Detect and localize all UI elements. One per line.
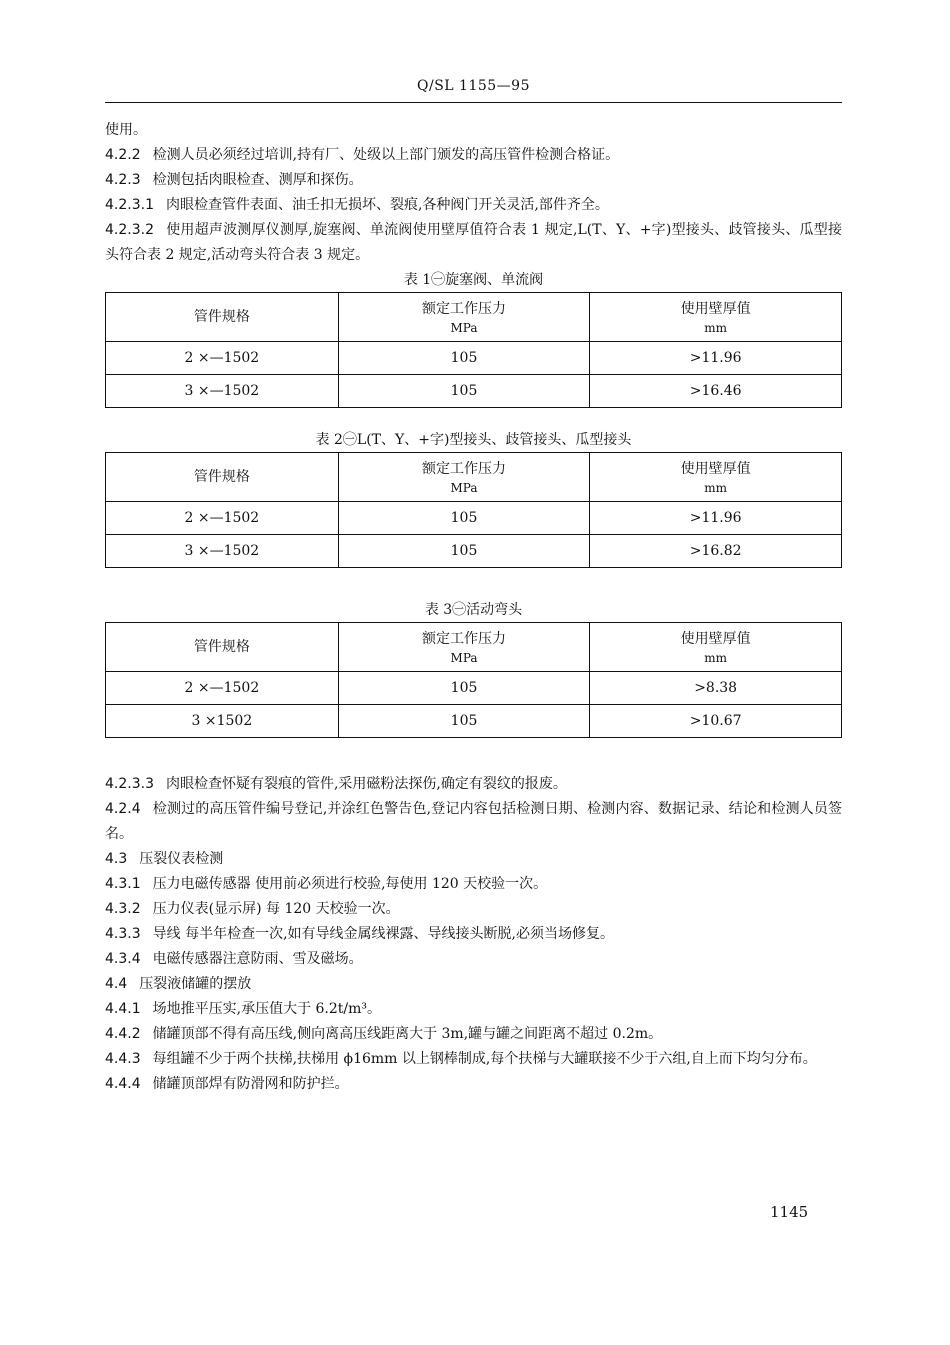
cell-spec: 2 ×—1502 xyxy=(106,342,339,375)
table-row xyxy=(106,342,842,375)
document-code-header: Q/SL 1155—95 xyxy=(417,78,530,94)
header-pressure-label: 额定工作压力 xyxy=(422,631,507,647)
clause-number: 4.2.4 xyxy=(105,801,141,817)
paragraph-text: 压力电磁传感器 使用前必须进行校验,每使用 120 天校验一次。 xyxy=(152,876,548,892)
header-thickness xyxy=(590,293,842,342)
header-spec: 管件规格 xyxy=(106,453,339,502)
cell-pressure: 105 xyxy=(338,672,590,705)
clause-number: 4.2.3.3 xyxy=(105,776,154,792)
cell-thickness: >11.96 xyxy=(590,502,842,535)
clause-number: 4.2.3 xyxy=(105,172,141,188)
cell-thickness: >11.96 xyxy=(590,342,842,375)
header-thickness xyxy=(590,623,842,672)
paragraph-4-3-4 xyxy=(105,947,842,972)
paragraph-text: 肉眼检查怀疑有裂痕的管件,采用磁粉法探伤,确定有裂纹的报废。 xyxy=(165,776,567,792)
paragraph-text: 压裂液储罐的摆放 xyxy=(139,976,252,992)
table-header-row xyxy=(106,623,842,672)
paragraph-4-3 xyxy=(105,847,842,872)
paragraph-4-2-3-2 xyxy=(105,218,842,268)
paragraph-text: 每组罐不少于两个扶梯,扶梯用 ϕ16mm 以上钢棒制成,每个扶梯与大罐联接不少于六组,自上而下均匀分布。 xyxy=(152,1051,817,1067)
cell-pressure: 105 xyxy=(338,535,590,568)
header-thickness-unit: mm xyxy=(704,481,728,495)
paragraph-4-4-2 xyxy=(105,1022,842,1047)
header-pressure-label: 额定工作压力 xyxy=(421,301,506,317)
header-rule xyxy=(105,102,842,103)
table-header-row xyxy=(106,293,842,342)
paragraph-text: 肉眼检查管件表面、油壬扣无损坏、裂痕,各种阀门开关灵活,部件齐全。 xyxy=(165,197,609,213)
header-pressure-label: 额定工作压力 xyxy=(421,461,506,477)
table-header-row xyxy=(106,453,842,502)
cell-thickness: >16.46 xyxy=(590,375,842,408)
paragraph-4-2-4 xyxy=(105,797,842,847)
paragraph-text: 检测人员必须经过培训,持有厂、处级以上部门颁发的高压管件检测合格证。 xyxy=(152,147,620,163)
cell-pressure: 105 xyxy=(338,502,590,535)
clause-number: 4.3.2 xyxy=(105,901,141,917)
clause-number: 4.3 xyxy=(105,851,128,867)
header-pressure-unit: MPa xyxy=(450,321,478,335)
paragraph-4-2-3-1 xyxy=(105,193,842,218)
cell-spec: 3 ×—1502 xyxy=(106,375,339,408)
header-pressure xyxy=(338,623,590,672)
cell-thickness: >10.67 xyxy=(590,705,842,738)
table-1-caption: 表 1㊀旋塞阀、单流阀 xyxy=(403,272,544,288)
page-content xyxy=(105,118,842,1097)
paragraph-4-4-4 xyxy=(105,1072,842,1097)
paragraph-text: 储罐顶部不得有高压线,侧向离高压线距离大于 3m,罐与罐之间距离不超过 0.2m。 xyxy=(152,1026,663,1042)
header-thickness-label: 使用壁厚值 xyxy=(680,461,751,477)
header-thickness-unit: mm xyxy=(704,321,728,335)
paragraph-4-4-1 xyxy=(105,997,842,1022)
paragraph-4-2-2 xyxy=(105,143,842,168)
table-3-caption: 表 3㊀活动弯头 xyxy=(424,602,523,618)
paragraph xyxy=(105,118,842,143)
paragraph-4-3-3 xyxy=(105,922,842,947)
clause-number: 4.4.4 xyxy=(105,1076,141,1092)
table-3 xyxy=(105,622,842,738)
header-thickness-label: 使用壁厚值 xyxy=(680,301,751,317)
paragraph-text: 压裂仪表检测 xyxy=(139,851,224,867)
header-pressure xyxy=(338,293,590,342)
clause-number: 4.4.3 xyxy=(105,1051,141,1067)
header-pressure xyxy=(338,453,590,502)
table-1 xyxy=(105,292,842,408)
paragraph-text: 压力仪表(显示屏) 每 120 天校验一次。 xyxy=(152,901,400,917)
paragraph-4-4 xyxy=(105,972,842,997)
cell-spec: 3 ×—1502 xyxy=(106,535,339,568)
header-spec: 管件规格 xyxy=(106,623,339,672)
paragraph-4-2-3 xyxy=(105,168,842,193)
header-thickness-label: 使用壁厚值 xyxy=(680,631,751,647)
paragraph-4-2-3-3 xyxy=(105,772,842,797)
table-2-caption: 表 2㊀L(T、Y、+字)型接头、歧管接头、瓜型接头 xyxy=(315,432,632,448)
table-2 xyxy=(105,452,842,568)
clause-number: 4.2.2 xyxy=(105,147,141,163)
table-row xyxy=(106,535,842,568)
cell-pressure: 105 xyxy=(338,375,590,408)
paragraph-4-3-1 xyxy=(105,872,842,897)
paragraph-text: 导线 每半年检查一次,如有导线金属线裸露、导线接头断脱,必须当场修复。 xyxy=(152,926,614,942)
header-pressure-unit: MPa xyxy=(450,651,478,665)
table-row xyxy=(106,502,842,535)
clause-number: 4.4 xyxy=(105,976,128,992)
cell-thickness: >16.82 xyxy=(590,535,842,568)
table-row xyxy=(106,705,842,738)
cell-spec: 3 ×1502 xyxy=(106,705,339,738)
paragraph-text: 检测过的高压管件编号登记,并涂红色警告色,登记内容包括检测日期、检测内容、数据记录、结论和检测人员签名。 xyxy=(105,801,842,842)
paragraph-text: 储罐顶部焊有防滑网和防护拦。 xyxy=(152,1076,349,1092)
header-pressure-unit: MPa xyxy=(450,481,478,495)
paragraph-text: 场地推平压实,承压值大于 6.2t/m³。 xyxy=(152,1001,382,1017)
paragraph-text: 使用。 xyxy=(105,122,147,138)
cell-pressure: 105 xyxy=(338,342,590,375)
clause-number: 4.2.3.2 xyxy=(105,222,154,238)
clause-number: 4.3.3 xyxy=(105,926,141,942)
cell-spec: 2 ×—1502 xyxy=(106,502,339,535)
paragraph-text: 电磁传感器注意防雨、雪及磁场。 xyxy=(152,951,363,967)
clause-number: 4.3.4 xyxy=(105,951,141,967)
page-number: 1145 xyxy=(770,1203,809,1221)
table-row xyxy=(106,672,842,705)
paragraph-4-4-3 xyxy=(105,1047,842,1072)
header-spec: 管件规格 xyxy=(106,293,339,342)
cell-thickness: >8.38 xyxy=(590,672,842,705)
cell-spec: 2 ×—1502 xyxy=(106,672,339,705)
paragraph-4-3-2 xyxy=(105,897,842,922)
header-thickness xyxy=(590,453,842,502)
header-thickness-unit: mm xyxy=(704,651,728,665)
clause-number: 4.4.1 xyxy=(105,1001,141,1017)
table-row xyxy=(106,375,842,408)
cell-pressure: 105 xyxy=(338,705,590,738)
clause-number: 4.2.3.1 xyxy=(105,197,154,213)
clause-number: 4.3.1 xyxy=(105,876,141,892)
paragraph-text: 使用超声波测厚仪测厚,旋塞阀、单流阀使用壁厚值符合表 1 规定,L(T、Y、+字)型接头、歧管接头、瓜型接头符合表 2 规定,活动弯头符合表 3 规定。 xyxy=(105,222,842,263)
paragraph-text: 检测包括肉眼检查、测厚和探伤。 xyxy=(152,172,363,188)
clause-number: 4.4.2 xyxy=(105,1026,141,1042)
